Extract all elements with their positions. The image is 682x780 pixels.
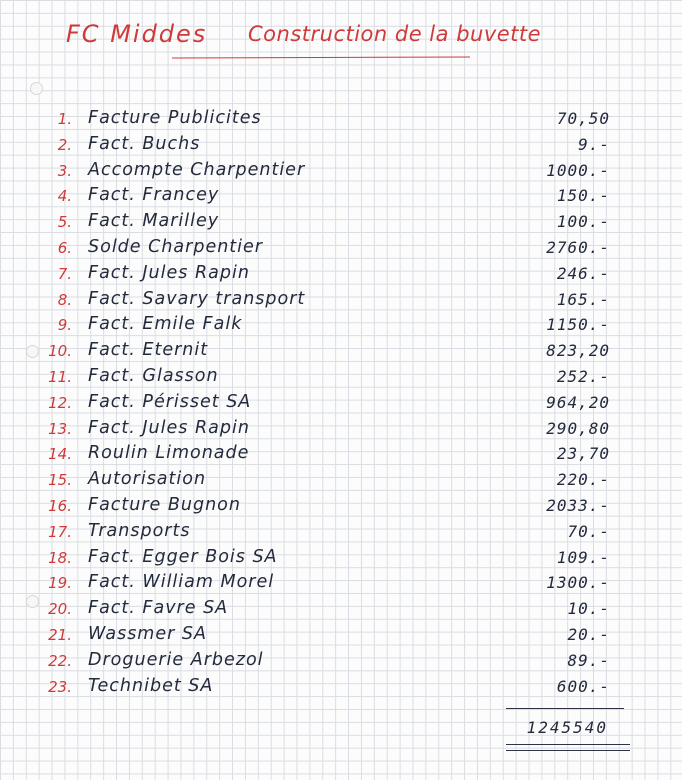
row-amount: 165.- (556, 289, 610, 309)
expense-row (0, 213, 682, 237)
row-amount: 20.- (567, 625, 610, 644)
expense-row (0, 342, 682, 366)
title-underline (172, 56, 470, 58)
row-label: Fact. Buchs (88, 133, 201, 154)
expense-row (0, 574, 682, 598)
row-number: 19. (48, 574, 72, 593)
expense-row (0, 675, 682, 702)
row-amount: 246.- (556, 263, 610, 283)
row-number: 23. (48, 677, 72, 696)
row-label: Accompte Charpentier (88, 159, 306, 180)
row-label: Fact. Savary transport (88, 288, 306, 309)
row-amount: 9.- (578, 134, 610, 154)
row-amount: 1000.- (546, 160, 610, 180)
row-number: 22. (48, 651, 72, 670)
row-number: 1. (57, 110, 72, 128)
row-amount: 1150.- (546, 315, 610, 335)
expense-row (0, 626, 682, 650)
expense-row (0, 288, 682, 315)
row-number: 8. (57, 290, 72, 309)
expense-row (0, 187, 682, 211)
row-number: 4. (57, 187, 72, 206)
expense-row (0, 520, 682, 547)
row-label: Fact. Egger Bois SA (88, 546, 278, 567)
expense-row (0, 316, 682, 340)
row-label: Solde Charpentier (88, 237, 263, 257)
row-label: Fact. Favre SA (88, 598, 229, 619)
total-double-rule-1 (506, 744, 630, 745)
row-amount: 290,80 (546, 418, 610, 438)
row-amount: 220.- (556, 470, 610, 490)
row-label: Droguerie Arbezol (88, 649, 264, 670)
expense-row (0, 239, 682, 263)
expense-row (0, 497, 682, 521)
row-label: Fact. Glasson (88, 366, 219, 386)
grand-total: 1245540 (526, 718, 608, 737)
row-number: 15. (48, 471, 72, 490)
row-label: Facture Bugnon (88, 495, 241, 515)
row-label: Fact. Jules Rapin (88, 262, 250, 283)
expense-row (0, 600, 682, 624)
row-amount: 10.- (567, 599, 610, 619)
row-label: Fact. Eternit (88, 340, 209, 361)
page-title: Construction de la buvette (248, 22, 542, 46)
row-label: Fact. Francey (88, 185, 220, 206)
expense-row (0, 159, 682, 186)
row-number: 21. (48, 626, 72, 644)
row-amount: 823,20 (546, 341, 610, 361)
row-amount: 70.- (567, 521, 610, 541)
row-label: Autorisation (88, 469, 207, 490)
row-number: 11. (48, 368, 72, 386)
row-label: Fact. Jules Rapin (88, 417, 250, 438)
expense-row (0, 133, 682, 160)
row-number: 10. (48, 342, 72, 361)
row-label: Wassmer SA (88, 624, 207, 644)
row-number: 6. (57, 239, 72, 257)
row-amount: 600.- (556, 676, 610, 696)
row-label: Fact. Emile Falk (88, 314, 243, 335)
row-label: Technibet SA (88, 675, 214, 696)
row-number: 18. (48, 548, 72, 567)
row-number: 9. (57, 316, 72, 335)
expense-row (0, 391, 682, 418)
punch-hole-top (30, 82, 43, 95)
row-number: 5. (57, 213, 72, 232)
expense-row (0, 417, 682, 444)
row-label: Transports (88, 520, 191, 541)
expense-row (0, 368, 682, 392)
total-double-rule-2 (506, 750, 630, 751)
expense-row (0, 546, 682, 573)
expense-row (0, 110, 682, 134)
row-amount: 23,70 (556, 444, 610, 464)
row-amount: 1300.- (546, 573, 610, 593)
row-label: Fact. Marilley (88, 211, 220, 232)
row-number: 12. (48, 393, 72, 412)
expense-row (0, 262, 682, 289)
row-number: 2. (57, 135, 72, 154)
expense-row (0, 445, 682, 469)
row-amount: 2760.- (546, 238, 610, 257)
row-number: 14. (48, 445, 72, 464)
row-amount: 100.- (556, 212, 610, 232)
row-amount: 2033.- (546, 496, 610, 515)
row-amount: 252.- (556, 367, 610, 386)
row-amount: 109.- (556, 547, 610, 567)
row-amount: 150.- (556, 186, 610, 206)
row-amount: 89.- (567, 650, 610, 670)
row-label: Fact. Périsset SA (88, 391, 252, 412)
row-number: 16. (48, 497, 72, 515)
row-number: 20. (48, 600, 72, 619)
club-name: FC Middes (66, 20, 208, 48)
expense-row (0, 471, 682, 495)
row-number: 3. (57, 161, 72, 180)
row-number: 13. (48, 419, 72, 438)
row-number: 7. (57, 264, 72, 283)
total-rule-top (506, 708, 624, 709)
row-label: Facture Publicites (88, 108, 262, 128)
row-number: 17. (48, 522, 72, 541)
expense-row (0, 649, 682, 676)
row-amount: 964,20 (546, 392, 610, 412)
row-label: Fact. William Morel (88, 572, 275, 593)
row-amount: 70,50 (556, 109, 610, 128)
row-label: Roulin Limonade (88, 443, 250, 464)
